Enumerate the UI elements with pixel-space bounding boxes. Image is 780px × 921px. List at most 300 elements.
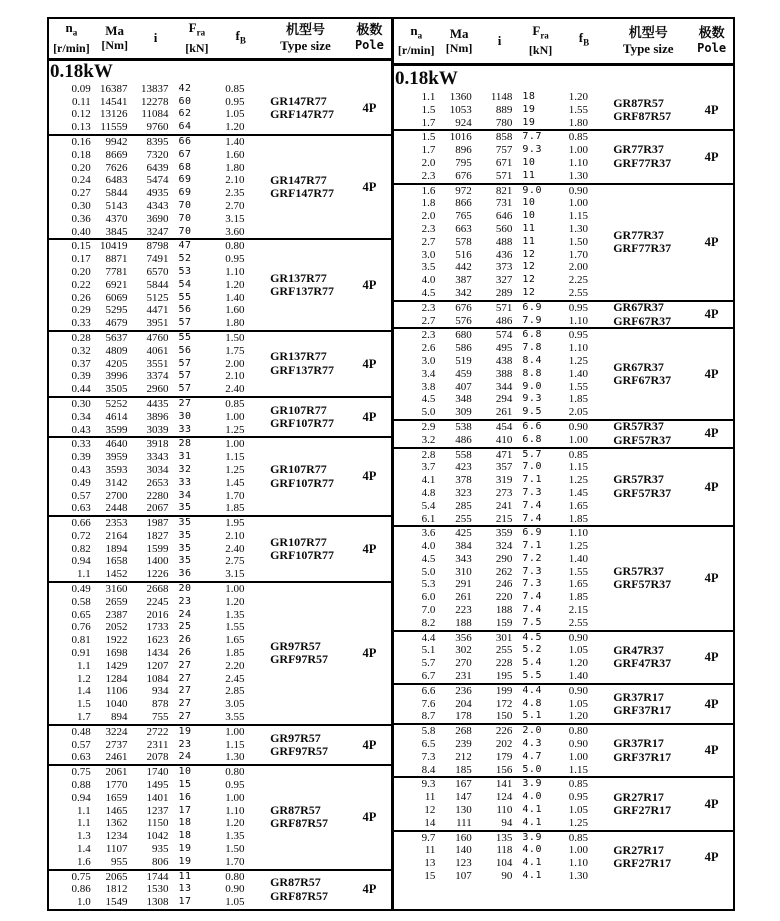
cell-fb: 3.55 [225,711,245,724]
cell-fb: 1.00 [568,197,589,210]
cell-fb: 1.85 [568,591,589,604]
cell-na: 0.39 [71,451,91,464]
pole-value: 4P [704,234,719,249]
cell-fb: 1.15 [568,210,589,223]
cell-fra: 7.2 [522,552,542,564]
table-section [49,330,391,396]
cell-ma: 578 [455,235,472,248]
table-section [49,134,391,238]
table-section [49,83,391,134]
header-ma: Ma [Nm] [445,25,473,55]
type-size-line1: GR27R17 [613,842,664,857]
cell-ma: 1107 [105,843,128,856]
cell-na: 1.0 [77,896,91,909]
cell-i: 159 [495,616,513,629]
type-size [606,421,690,447]
cell-fb: 1.85 [225,502,245,515]
type-size-line1: GR97R57 [270,638,321,653]
cell-fra: 11 [522,222,536,234]
cell-fra: 6.9 [522,527,542,539]
cell-i: 135 [495,831,513,844]
cell-fra: 54 [178,278,192,290]
cell-i: 3374 [146,370,169,383]
type-size-line1: GR37R17 [613,689,664,704]
power-label: 0.18kW [395,67,458,89]
cell-i: 671 [495,156,513,169]
cell-na: 0.82 [71,542,91,555]
cell-fb: 1.80 [568,116,589,129]
cell-ma: 558 [455,448,472,461]
cell-i: 1623 [146,634,169,647]
cell-na: 0.75 [71,870,91,883]
cell-na: 5.0 [421,565,436,578]
cell-i: 273 [495,486,513,499]
cell-ma: 586 [455,342,472,355]
cell-ma: 236 [455,684,472,697]
cell-i: 755 [152,711,169,724]
cell-na: 0.13 [71,121,91,134]
cell-na: 3.5 [421,261,436,274]
cell-na: 0.12 [71,108,91,121]
type-size [606,449,690,526]
cell-fb: 1.40 [568,670,589,683]
cell-fra: 57 [178,357,192,369]
cell-na: 3.4 [421,367,436,380]
cell-i: 935 [152,843,169,856]
cell-fra: 26 [178,634,192,646]
cell-ma: 11559 [100,121,128,134]
cell-ma: 1659 [105,791,128,804]
cell-na: 0.44 [71,383,91,396]
type-size-line2: GRF57R37 [613,432,672,447]
cell-i: 11084 [141,108,169,121]
pole-value: 4P [362,100,377,115]
cell-i: 110 [496,804,513,817]
cell-ma: 663 [455,222,472,235]
type-size-line2: GRF97R57 [270,744,329,759]
cell-ma: 1053 [449,103,472,116]
cell-ma: 1016 [449,131,472,144]
cell-ma: 261 [455,591,472,604]
cell-i: 5844 [146,278,169,291]
cell-ma: 2659 [105,595,128,608]
cell-ma: 13126 [100,108,128,121]
cell-i: 2078 [146,751,169,764]
cell-fra: 4.1 [522,870,542,882]
cell-ma: 178 [455,710,472,723]
cell-ma: 1549 [105,896,128,909]
cell-i: 7320 [146,148,169,161]
cell-ma: 6069 [105,291,128,304]
cell-i: 2245 [146,595,169,608]
cell-ma: 459 [455,367,472,380]
cell-ma: 14541 [100,95,128,108]
cell-ma: 4809 [105,344,128,357]
cell-ma: 3505 [105,383,128,396]
cell-ma: 231 [455,670,472,683]
cell-ma: 425 [455,527,472,540]
cell-na: 1.1 [421,91,436,103]
cell-fra: 9.0 [522,184,542,196]
cell-ma: 1894 [105,542,128,555]
cell-fb: 1.45 [568,486,589,499]
cell-na: 0.76 [71,621,91,634]
table-header [49,19,391,61]
cell-i: 195 [495,670,513,683]
cell-i: 454 [495,420,513,433]
cell-na: 1.4 [77,843,91,856]
type-size [263,136,348,238]
cell-fra: 34 [178,489,192,501]
type-size [263,438,348,515]
type-size-line2: GRF67R37 [613,313,672,328]
type-size-line1: GR77R37 [613,142,664,157]
cell-fra: 5.0 [522,763,542,775]
table-section [49,436,391,515]
cell-na: 1.5 [77,698,91,711]
cell-ma: 519 [455,354,472,367]
cell-fb: 1.60 [225,148,245,161]
header-ma: Ma [Nm] [101,22,128,52]
cell-na: 0.17 [71,253,91,266]
cell-ma: 1452 [105,568,128,581]
cell-fra: 19 [178,843,192,855]
cell-i: 4343 [146,199,169,212]
pole-value: 4P [704,102,719,117]
cell-na: 3.2 [421,433,436,446]
type-size-line1: GR67R37 [613,359,664,374]
cell-ma: 924 [455,116,472,129]
cell-fb: 0.90 [568,738,589,751]
type-size-line2: GRF27R17 [613,803,672,818]
cell-na: 0.28 [71,331,91,344]
cell-na: 5.7 [421,657,436,670]
cell-fra: 9.0 [522,380,542,392]
table-section [49,764,391,868]
pole-value: 4P [362,810,377,825]
cell-fra: 20 [178,583,192,595]
cell-fra: 18 [178,817,192,829]
cell-fra: 4.4 [522,684,542,696]
cell-fb: 2.45 [225,672,245,685]
cell-na: 8.7 [421,710,436,723]
cell-ma: 8871 [105,253,128,266]
type-size-line2: GRF57R37 [613,577,672,592]
cell-fb: 1.25 [568,540,589,553]
cell-fra: 24 [178,608,192,620]
type-size [606,185,690,300]
cell-i: 4935 [146,187,169,200]
cell-fb: 1.55 [568,565,589,578]
cell-ma: 2353 [105,517,128,530]
cell-na: 2.6 [421,342,436,355]
type-size [263,766,348,868]
cell-ma: 212 [455,750,472,763]
cell-ma: 204 [455,697,472,710]
cell-ma: 2065 [105,870,128,883]
type-size [606,527,690,629]
cell-i: 359 [495,527,513,540]
type-size-line2: GRF57R37 [613,485,672,500]
table-section [49,515,391,581]
cell-fra: 35 [178,517,192,529]
header-fb: $f_B$ [578,30,590,48]
pole-value: 4P [704,743,719,758]
cell-fra: 47 [178,240,192,252]
pole-value: 4P [704,479,719,494]
type-size-line2: GRF77R37 [613,155,672,170]
cell-ma: 348 [455,393,472,406]
cell-na: 0.39 [71,370,91,383]
cell-ma: 3160 [105,583,128,596]
type-size-line2: GRF107R77 [270,548,335,563]
cell-i: 2722 [146,725,169,738]
header-type-size: 机型号 Type size [280,22,331,54]
type-size-line2: GRF67R37 [613,373,672,388]
cell-na: 0.30 [71,199,91,212]
cell-fb: 1.15 [568,461,589,474]
cell-i: 571 [495,169,513,182]
pole-value: 4P [704,796,719,811]
cell-ma: 270 [455,657,472,670]
cell-i: 179 [495,750,513,763]
cell-fb: 1.00 [568,144,589,157]
cell-na: 2.0 [421,156,436,169]
cell-na: 3.6 [421,527,436,540]
cell-fb: 1.20 [225,278,245,291]
cell-fra: 18 [178,830,192,842]
cell-i: 246 [495,578,513,591]
pole-value: 4P [704,149,719,164]
cell-na: 0.27 [71,187,91,200]
type-size [263,83,348,134]
cell-fb: 1.70 [568,248,589,261]
cell-ma: 378 [455,474,472,487]
cell-i: 4061 [146,344,169,357]
cell-i: 215 [495,512,513,525]
cell-ma: 6921 [105,278,128,291]
cell-ma: 16387 [100,82,128,95]
cell-i: 4471 [146,304,169,317]
type-size-line2: GRF137R77 [270,362,335,377]
cell-i: 104 [495,857,513,870]
type-size-line1: GR57R37 [613,472,664,487]
cell-na: 4.5 [421,393,436,406]
cell-fra: 4.3 [522,738,542,750]
cell-fra: 12 [522,248,536,260]
cell-fra: 7.4 [522,591,542,603]
cell-fra: 3.9 [522,778,542,790]
cell-ma: 3996 [105,370,128,383]
cell-i: 261 [495,406,513,419]
type-size-line1: GR147R77 [270,93,327,108]
cell-i: 4760 [146,331,169,344]
cell-i: 560 [495,222,513,235]
cell-na: 4.5 [421,552,436,565]
type-size-line2: GRF77R37 [613,241,672,256]
cell-ma: 5844 [105,187,128,200]
cell-na: 1.1 [77,659,91,672]
cell-fra: 7.0 [522,461,542,473]
cell-fb: 1.85 [568,393,589,406]
cell-ma: 111 [456,816,472,829]
cell-fb: 0.85 [568,448,589,461]
cell-ma: 2052 [105,621,128,634]
cell-fra: 4.0 [522,791,542,803]
cell-i: 1530 [146,883,169,896]
cell-na: 0.09 [71,82,91,95]
table-section [394,776,733,829]
header-na: $n_a$ [r/min] [53,20,90,55]
cell-fb: 1.80 [225,317,245,330]
cell-na: 5.3 [421,578,436,591]
cell-i: 3247 [146,225,169,238]
cell-fb: 2.00 [568,261,589,274]
type-size-line1: GR147R77 [270,172,327,187]
cell-ma: 107 [455,870,472,883]
cell-ma: 167 [455,778,472,791]
cell-na: 4.8 [421,486,436,499]
cell-fra: 10 [522,210,536,222]
cell-na: 11 [424,791,436,804]
cell-ma: 1465 [105,804,128,817]
cell-ma: 1284 [105,672,128,685]
cell-fb: 1.15 [225,451,245,464]
cell-fra: 6.6 [522,420,542,432]
type-size-line2: GRF87R57 [270,888,329,903]
cell-ma: 130 [455,804,472,817]
cell-fb: 1.20 [225,121,245,134]
cell-na: 0.24 [71,174,91,187]
type-size-line1: GR67R37 [613,300,664,315]
cell-na: 0.36 [71,212,91,225]
cell-i: 1084 [146,672,169,685]
cell-fb: 1.25 [568,816,589,829]
cell-fra: 35 [178,542,192,554]
cell-fra: 7.4 [522,512,542,524]
cell-na: 0.49 [71,583,91,596]
cell-i: 241 [495,499,513,512]
header-pole: 极数 Pole [697,25,727,55]
cell-fra: 70 [178,199,192,211]
cell-i: 571 [495,301,513,314]
cell-ma: 2448 [105,502,128,515]
cell-na: 6.0 [421,591,436,604]
type-size-line1: GR87R57 [270,802,321,817]
cell-fb: 2.40 [225,383,245,396]
cell-ma: 1658 [105,555,128,568]
cell-fra: 12 [522,261,536,273]
cell-i: 172 [495,697,513,710]
cell-na: 1.1 [77,804,91,817]
power-label: 0.18kW [50,60,113,82]
cell-ma: 1770 [105,779,128,792]
cell-fra: 7.3 [522,565,542,577]
table-section [49,724,391,764]
cell-i: 574 [495,329,513,342]
cell-fb: 1.00 [225,583,245,596]
cell-i: 3039 [146,423,169,436]
table-section [49,581,391,724]
cell-na: 0.37 [71,357,91,370]
cell-fb: 1.05 [568,804,589,817]
cell-fb: 2.75 [225,555,245,568]
cell-ma: 239 [455,738,472,751]
cell-na: 2.8 [421,448,436,461]
cell-fb: 2.10 [225,529,245,542]
cell-i: 2960 [146,383,169,396]
table-section [394,830,733,883]
type-size-line2: GRF87R57 [270,816,329,831]
cell-ma: 680 [455,329,472,342]
cell-ma: 5252 [105,397,128,410]
cell-fb: 1.40 [568,367,589,380]
pole-value: 4P [362,409,377,424]
type-size-line2: GRF107R77 [270,416,335,431]
sections [49,83,391,909]
header-type-size: 机型号 Type size [622,25,674,56]
cell-ma: 1698 [105,647,128,660]
cell-na: 0.75 [71,766,91,779]
cell-fb: 0.95 [568,329,589,342]
cell-i: 486 [495,314,513,327]
cell-fb: 1.00 [568,433,589,446]
cell-na: 0.20 [71,265,91,278]
cell-i: 226 [495,725,513,738]
cell-fra: 17 [178,804,192,816]
cell-ma: 268 [455,725,472,738]
cell-fb: 1.65 [568,499,589,512]
cell-na: 0.57 [71,738,91,751]
cell-i: 495 [495,342,513,355]
cell-fra: 56 [178,344,192,356]
cell-fb: 1.30 [225,751,245,764]
cell-ma: 1922 [105,634,128,647]
cell-fb: 0.90 [225,883,245,896]
cell-i: 373 [495,261,513,274]
cell-na: 1.7 [421,116,436,129]
cell-i: 3034 [146,463,169,476]
cell-i: 3918 [146,438,169,451]
pole-value: 4P [362,541,377,556]
cell-ma: 896 [455,144,472,157]
cell-fb: 0.95 [225,95,245,108]
cell-ma: 4370 [105,212,128,225]
table-section [394,91,733,129]
pole-value: 4P [362,469,377,484]
cell-fb: 2.20 [225,659,245,672]
cell-i: 228 [495,657,513,670]
cell-fra: 10 [522,197,536,209]
cell-fb: 2.40 [225,542,245,555]
cell-ma: 3845 [105,225,128,238]
type-size-line2: GRF37R17 [613,703,672,718]
table-left-half [49,19,391,909]
cell-na: 1.6 [421,184,436,197]
cell-fra: 6.8 [522,329,542,341]
cell-fb: 1.40 [225,135,245,148]
cell-na: 1.5 [421,103,436,116]
cell-ma: 5637 [105,331,128,344]
type-size-line1: GR137R77 [270,270,327,285]
cell-fb: 0.90 [568,420,589,433]
cell-i: 410 [495,433,513,446]
cell-ma: 516 [455,248,472,261]
cell-fra: 23 [178,738,192,750]
cell-fb: 0.85 [568,831,589,844]
cell-na: 0.18 [71,148,91,161]
cell-fra: 10 [178,766,192,778]
